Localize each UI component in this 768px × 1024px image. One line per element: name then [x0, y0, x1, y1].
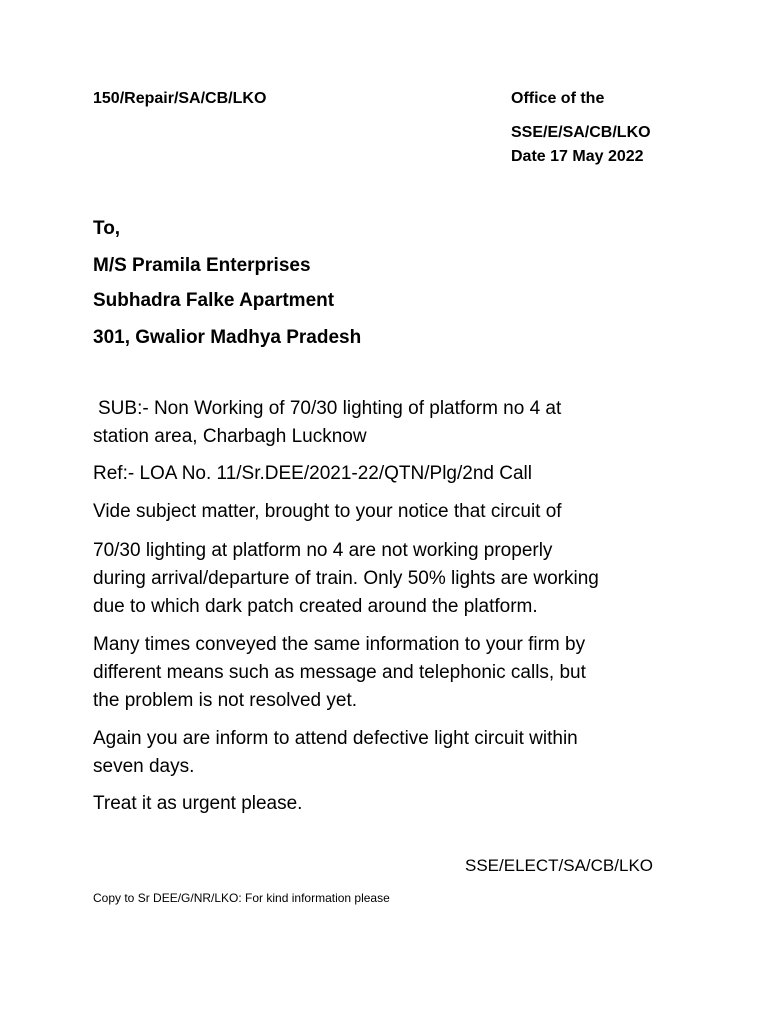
- subject-line-2: station area, Charbagh Lucknow: [93, 426, 367, 447]
- paragraph-4-line-2: seven days.: [93, 756, 195, 777]
- paragraph-4-line-1: Again you are inform to attend defective light circuit within: [93, 728, 578, 749]
- paragraph-2-line-3: due to which dark patch created around the platform.: [93, 596, 538, 617]
- paragraph-1: Vide subject matter, brought to your notice that circuit of: [93, 501, 562, 522]
- reference-number: 150/Repair/SA/CB/LKO: [93, 90, 267, 107]
- reference-line: Ref:- LOA No. 11/Sr.DEE/2021-22/QTN/Plg/2nd Call: [93, 463, 532, 484]
- copy-to-line: Copy to Sr DEE/G/NR/LKO: For kind information please: [93, 891, 390, 905]
- paragraph-2-line-2: during arrival/departure of train. Only 50% lights are working: [93, 568, 599, 589]
- salutation-to: To,: [93, 218, 121, 239]
- subject-line-1: SUB:- Non Working of 70/30 lighting of platform no 4 at: [98, 398, 562, 419]
- office-line-2: SSE/E/SA/CB/LKO: [511, 124, 651, 141]
- paragraph-5: Treat it as urgent please.: [93, 793, 303, 814]
- letter-date: Date 17 May 2022: [511, 148, 644, 165]
- paragraph-3-line-2: different means such as message and telephonic calls, but: [93, 662, 586, 683]
- paragraph-3-line-3: the problem is not resolved yet.: [93, 690, 358, 711]
- office-line-1: Office of the: [511, 90, 605, 107]
- signature-designation: SSE/ELECT/SA/CB/LKO: [465, 856, 654, 875]
- recipient-address-line-1: Subhadra Falke Apartment: [93, 290, 335, 311]
- recipient-address-line-2: 301, Gwalior Madhya Pradesh: [93, 327, 362, 348]
- paragraph-2-line-1: 70/30 lighting at platform no 4 are not working properly: [93, 540, 553, 561]
- paragraph-3-line-1: Many times conveyed the same information to your firm by: [93, 634, 586, 655]
- recipient-name: M/S Pramila Enterprises: [93, 255, 311, 276]
